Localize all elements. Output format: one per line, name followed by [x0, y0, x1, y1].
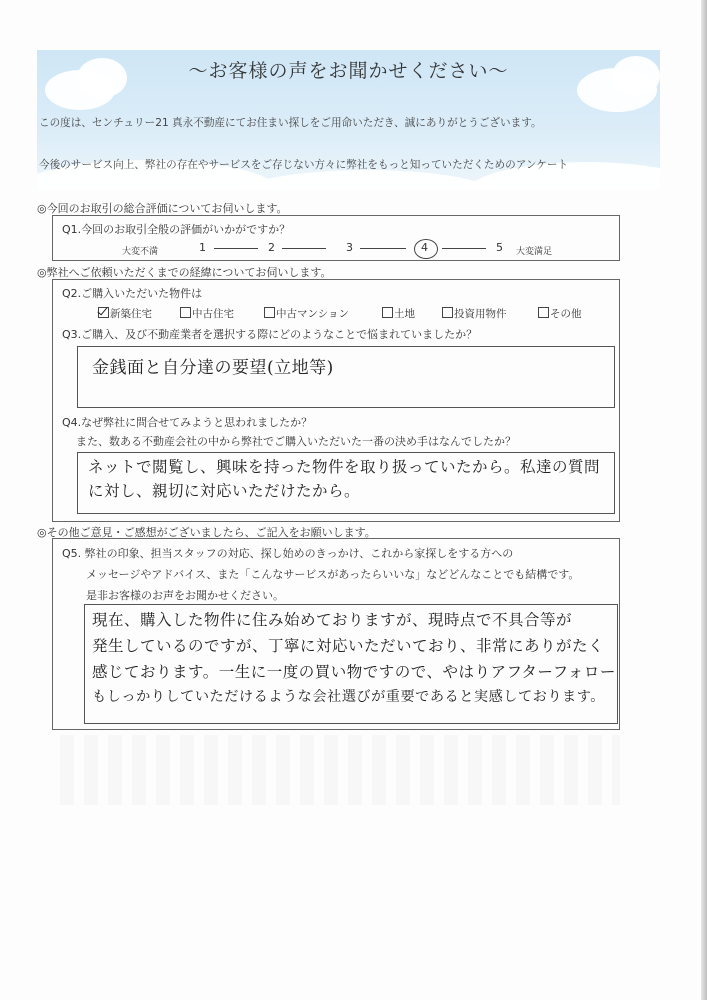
option-investment[interactable]	[442, 306, 507, 321]
checkbox[interactable]	[180, 307, 191, 318]
scale-line	[214, 248, 258, 249]
intro-text	[39, 92, 659, 190]
rating-option-2[interactable]: 2	[268, 241, 275, 254]
q5-answer-line: 現在、購入した物件に住み始めておりますが、現時点で不具合等が	[92, 611, 573, 629]
rating-option-3[interactable]: 3	[346, 241, 353, 254]
q4-answer-line: ネットで閲覧し、興味を持った物件を取り扱っていたから。私達の質問	[88, 458, 601, 476]
section-heading-process: ◎弊社へご依頼いただくまでの経緯についてお伺いします。	[37, 266, 332, 279]
section-heading-comments: ◎その他ご意見・ご感想がございましたら、ご記入をお願いします。	[37, 526, 376, 539]
option-label: 投資用物件	[454, 308, 507, 320]
option-other[interactable]	[538, 306, 582, 321]
option-used-house[interactable]	[180, 306, 234, 321]
intro-line: 今後のサービス向上、弊社の存在やサービスをご存じない方々に弊社をもっと知っていただくためのアンケート	[39, 159, 569, 171]
scale-line	[442, 248, 486, 249]
q4-question: Q4.なぜ弊社に問合せてみようと思われましたか？	[62, 416, 313, 429]
q5-question-line: 是非お客様のお声をお聞かせください。	[86, 589, 284, 602]
rating-option-1[interactable]: 1	[199, 241, 206, 254]
option-label: 中古マンション	[276, 308, 350, 320]
option-land[interactable]	[382, 306, 415, 321]
scale-line	[282, 248, 326, 249]
scale-high-label: 大変満足	[516, 247, 553, 257]
q5-answer-line: もしっかりしていただけるような会社選びが重要であると実感しております。	[92, 689, 605, 705]
scale-low-label: 大変不満	[122, 247, 159, 257]
checkbox[interactable]	[264, 307, 275, 318]
option-label: 土地	[394, 308, 415, 320]
page-edge	[701, 0, 707, 1000]
intro-line: この度は、センチュリー21 真永不動産にてお住まい探しをご用命いただき、誠にありがとうございます。	[39, 117, 542, 129]
checkbox-checked[interactable]	[98, 307, 109, 318]
q1-question: Q1.今回のお取引全般の評価がいかがですか？	[62, 223, 291, 236]
q3-answer: 金銭面と自分達の要望(立地等)	[92, 358, 334, 378]
q4-subquestion: また、数ある不動産会社の中から弊社でご購入いただいた一番の決め手はなんでしたか？	[76, 435, 516, 448]
bleed-through-texture	[60, 735, 620, 805]
option-label: その他	[550, 308, 582, 320]
q5-question-line: メッセージやアドバイス、また「こんなサービスがあったらいいな」などどんなことでも結構です。	[86, 568, 580, 581]
option-label: 中古住宅	[192, 308, 234, 320]
section-heading-overall: ◎今回のお取引の総合評価についてお伺いします。	[37, 202, 288, 215]
checkbox[interactable]	[442, 307, 453, 318]
option-new-house[interactable]	[98, 306, 152, 321]
rating-option-4[interactable]: 4	[421, 241, 428, 254]
checkbox[interactable]	[382, 307, 393, 318]
q3-question: Q3.ご購入、及び不動産業者を選択する際にどのようなことで悩まれていましたか？	[62, 328, 478, 341]
q2-question: Q2.ご購入いただいた物件は	[62, 287, 203, 300]
q4-answer-line: に対し、親切に対応いただけたから。	[88, 482, 361, 500]
q5-answer-line: 発生しているのですが、丁寧に対応いただいており、非常にありがたく	[92, 637, 605, 655]
option-label: 新築住宅	[110, 308, 152, 320]
q5-answer-line: 感じております。一生に一度の買い物ですので、やはりアフターフォロー	[92, 663, 616, 681]
scale-line	[360, 248, 406, 249]
checkbox[interactable]	[538, 307, 549, 318]
q5-question-line: Q5. 弊社の印象、担当スタッフの対応、探し始めのきっかけ、これから家探しをする方への	[62, 547, 514, 560]
option-used-condo[interactable]	[264, 306, 349, 321]
page-title: ～お客様の声をお聞かせください～	[188, 60, 509, 82]
rating-option-5[interactable]: 5	[496, 241, 503, 254]
header-banner	[37, 50, 660, 190]
